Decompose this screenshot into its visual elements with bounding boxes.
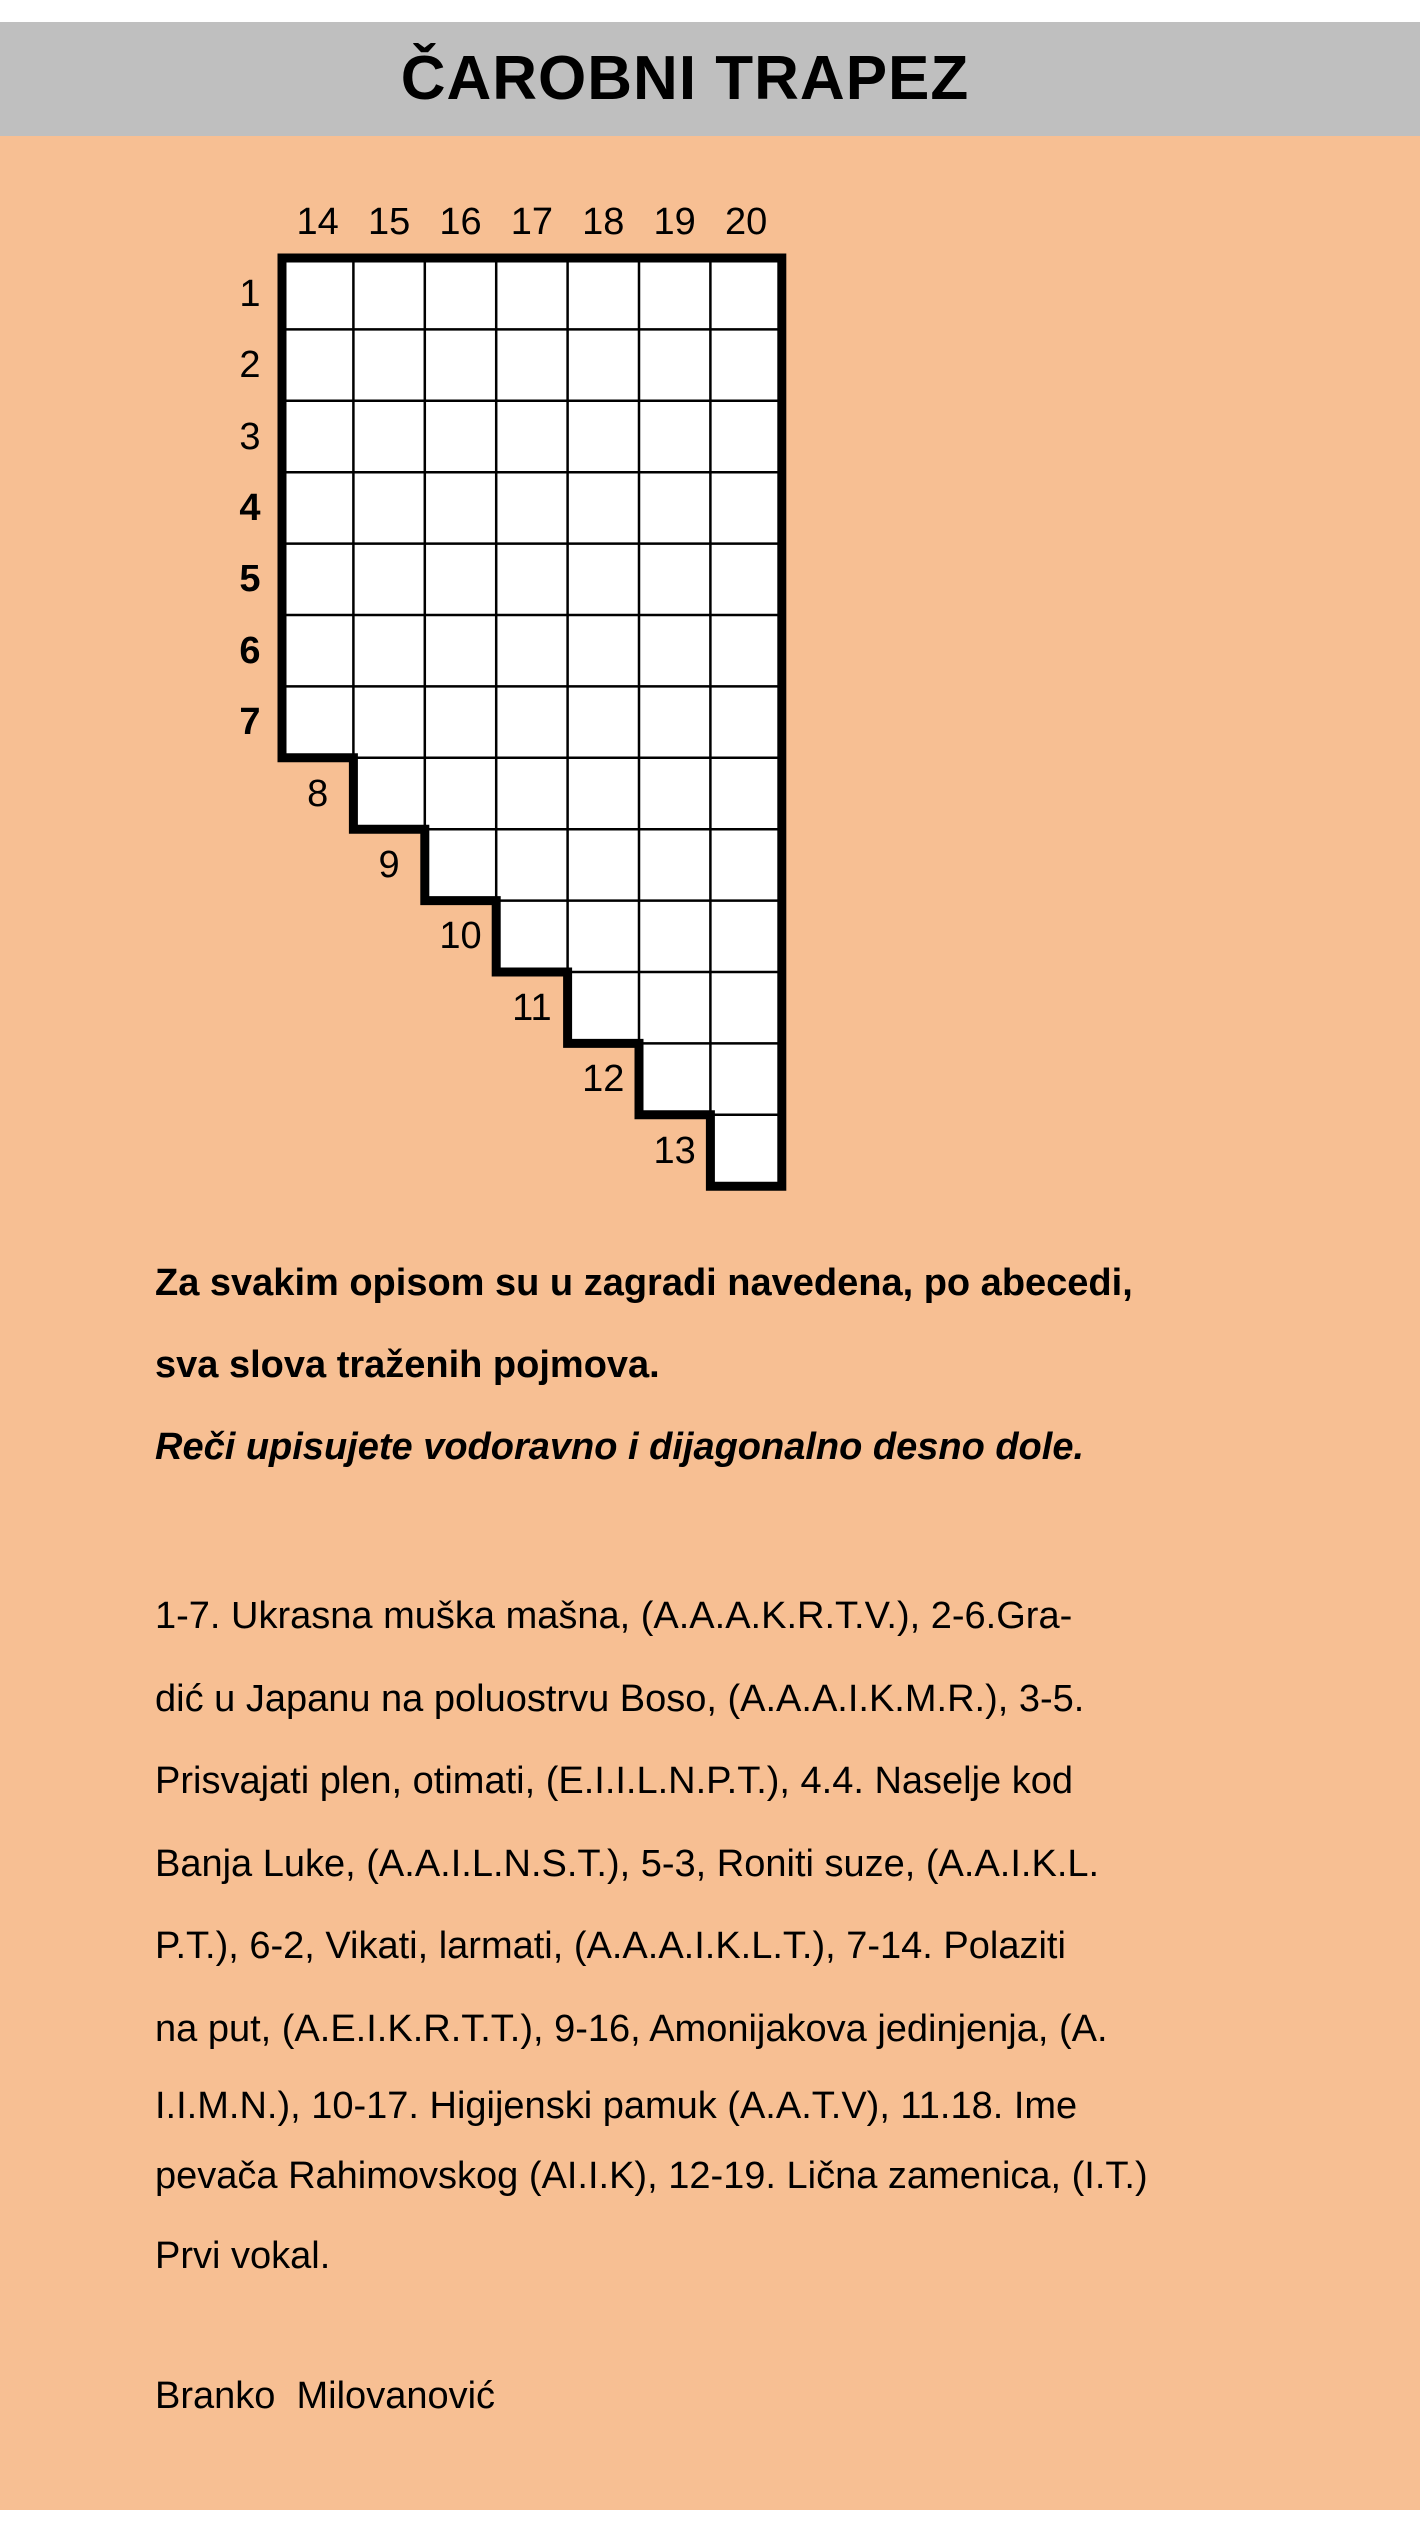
row-number: 1 — [239, 272, 261, 315]
row-number: 6 — [239, 629, 261, 672]
column-number: 18 — [582, 201, 625, 243]
diagonal-number: 13 — [653, 1129, 696, 1172]
instruction-line-3: Reči upisujete vodoravno i dijagonalno desno dole. — [155, 1426, 1085, 1468]
diagonal-number: 9 — [378, 843, 400, 886]
column-number: 15 — [367, 201, 411, 243]
diagonal-number: 12 — [582, 1058, 625, 1101]
clue-line: Prisvajati plen, otimati, (E.I.I.L.N.P.T.), 4.4. Naselje kod — [155, 1760, 1074, 1802]
instruction-line-1: Za svakim opisom su u zagradi navedena, po abecedi, — [155, 1262, 1133, 1304]
clue-line: dić u Japanu na poluostrvu Boso, (A.A.A.I.K.M.R.), 3-5. — [155, 1678, 1085, 1720]
clue-line: Banja Luke, (A.A.I.L.N.S.T.), 5-3, Roniti suze, (A.A.I.K.L. — [155, 1843, 1100, 1885]
row-number: 7 — [239, 701, 261, 744]
column-number: 14 — [296, 201, 339, 243]
page-title: ČAROBNI TRAPEZ — [400, 44, 970, 113]
column-number: 19 — [653, 201, 696, 243]
author-name: Branko Milovanović — [155, 2375, 496, 2417]
clue-line: 1-7. Ukrasna muška mašna, (A.A.A.K.R.T.V.), 2-6.Gra- — [155, 1595, 1073, 1637]
clue-line: P.T.), 6-2, Vikati, larmati, (A.A.A.I.K.L.T.), 7-14. Polaziti — [155, 1925, 1066, 1967]
diagonal-number: 11 — [512, 986, 552, 1029]
clue-line: Prvi vokal. — [155, 2235, 331, 2277]
clue-line: na put, (A.E.I.K.R.T.T.), 9-16, Amonijakova jedinjenja, (A. — [155, 2008, 1108, 2050]
row-number: 5 — [239, 558, 261, 601]
grid-outer-border — [282, 258, 782, 1186]
row-number: 3 — [239, 415, 261, 458]
column-number: 16 — [439, 201, 482, 243]
column-number: 20 — [724, 201, 768, 243]
diagonal-number: 10 — [439, 915, 482, 958]
column-number: 17 — [510, 201, 554, 243]
row-number: 4 — [239, 486, 261, 529]
instruction-line-2: sva slova traženih pojmova. — [155, 1344, 660, 1386]
clue-line: pevača Rahimovskog (AI.I.K), 12-19. Lična zamenica, (I.T.) — [155, 2155, 1148, 2197]
diagonal-number: 8 — [307, 772, 329, 815]
clue-line: I.I.M.N.), 10-17. Higijenski pamuk (A.A.T.V), 11.18. Ime — [155, 2085, 1078, 2127]
row-number: 2 — [239, 344, 261, 387]
